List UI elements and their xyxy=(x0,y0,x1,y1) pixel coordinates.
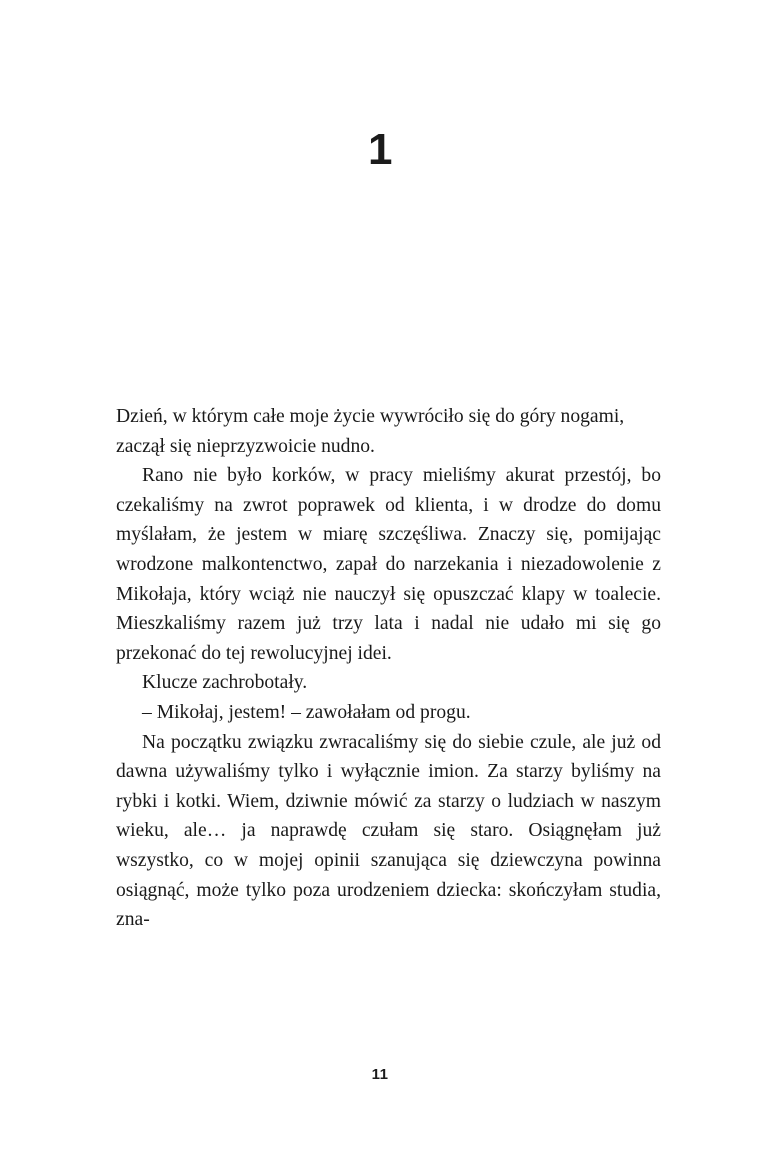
paragraph-dialogue-line: – Mikołaj, jestem! – zawołałam od progu. xyxy=(142,701,471,723)
chapter-number-heading: 1 xyxy=(368,125,392,174)
page-number-footer: 11 xyxy=(371,1066,389,1083)
body-text-block xyxy=(116,402,661,935)
paragraph-opening: Dzień, w którym całe moje życie wywróciło się do góry nogami, zaczął się nieprzyzwoicie nudno. xyxy=(116,406,625,457)
paragraph-keys: Klucze zachrobotały. xyxy=(142,672,308,694)
paragraph-morning: Rano nie było korków, w pracy mieliśmy akurat przestój, bo czekaliśmy na zwrot poprawek od klienta, i w drodze do domu myślałam, że jestem w miarę szczęśliwa. Znaczy się, pomijając wrodzone malkontenctwo, zapał do narzekania i niezadowolenie z Mikołaja, który wciąż nie nauczył się opuszczać klapy w toalecie. Mieszkaliśmy razem już trzy lata i nadal nie udało mi się go przekonać do tej rewolucyjnej idei. xyxy=(116,465,661,664)
paragraph-relationship: Na początku związku zwracaliśmy się do siebie czule, ale już od dawna używaliśmy tylko i wyłącznie imion. Za starzy byliśmy na rybki i kotki. Wiem, dziwnie mówić za starzy o ludziach w naszym wieku, ale… ja naprawdę czułam się staro. Osiągnęłam już wszystko, co w mojej opinii szanująca się dziewczyna powinna osiągnąć, może tylko poza urodzeniem dziecka: skończyłam studia, zna- xyxy=(116,731,661,931)
